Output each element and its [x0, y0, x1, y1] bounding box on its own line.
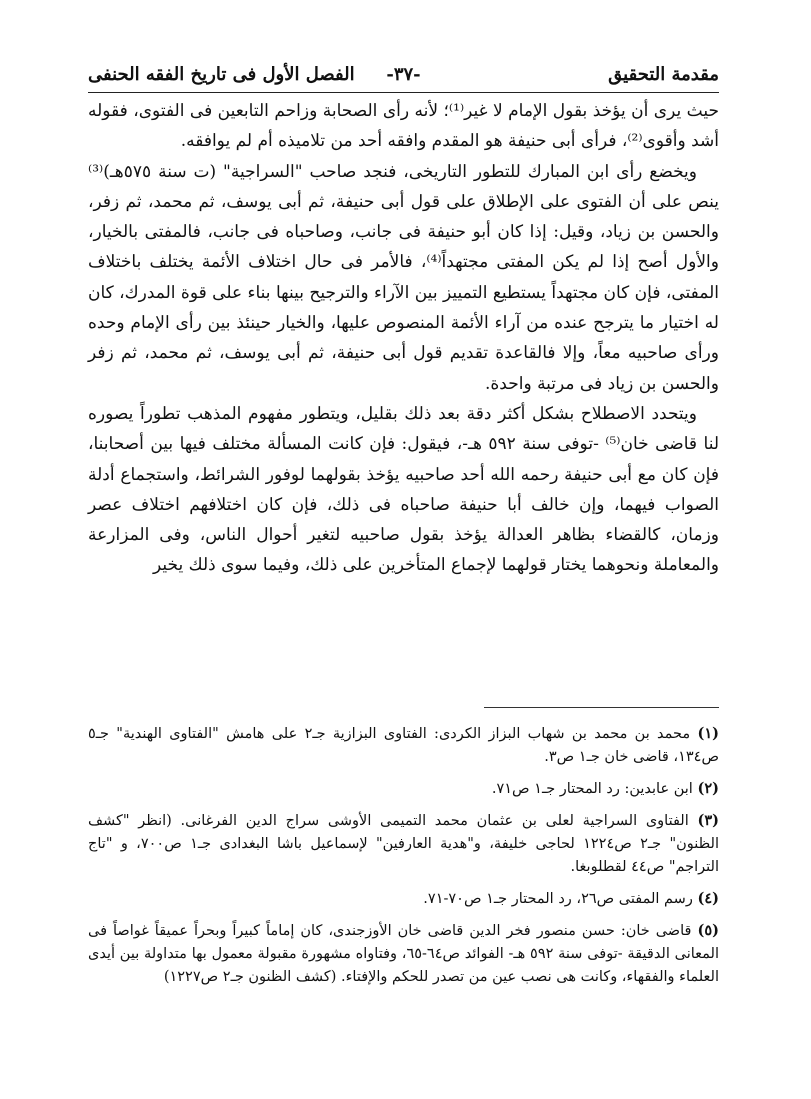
- footnote-text: الفتاوى السراجية لعلى بن عثمان محمد التميمى الأوشى سراج الدين الفرغانى. (انظر "كشف الظنون" جـ٢ ص١٢٢٤ لحاجى خليفة، و"هدية العارفين" لإسماعيل باشا البغدادى جـ١ ص٧٠٠، و "تاج التراجم" ص٤٤ لقطلوبغا.: [88, 813, 719, 875]
- footnote-2: [88, 777, 719, 801]
- footnote-number: (٣): [697, 812, 719, 829]
- footnote-separator: [484, 707, 719, 708]
- footnote-number: (٤): [697, 890, 719, 907]
- footnote-text: ابن عابدين: رد المحتار جـ١ ص٧١.: [491, 781, 693, 797]
- footnote-text: محمد بن محمد بن شهاب البزاز الكردى: الفتاوى البزازية جـ٢ على هامش "الفتاوى الهندية" جـ٥ ص١٣٤، قاضى خان جـ١ ص٣.: [88, 726, 719, 765]
- running-header: [88, 62, 719, 92]
- paragraph-1: حيث يرى أن يؤخذ بقول الإمام لا غير⁽¹⁾؛ لأنه رأى الصحابة وزاحم التابعين فى الفتوى، فقوله أشد وأقوى⁽²⁾، فرأى أبى حنيفة هو المقدم وافقه أحد من تلاميذه أم لم يوافقه.: [88, 101, 719, 152]
- footnote-text: قاضى خان: حسن منصور فخر الدين قاضى خان الأوزجندى، كان إماماً كبيراً وبحراً عميقاً غواصاً فى المعانى الدقيقة -توفى سنة ٥٩٢ هـ- الفوائد ص٦٤-٦٥، وفتاواه مشهورة مقبولة معمول بها متداولة بين أيدى العلماء والفقهاء، وكانت هى نصب عين من تصدر للحكم والإفتاء. (كشف الظنون جـ٢ ص١٢٢٧): [88, 923, 719, 985]
- footnote-3: [88, 809, 719, 879]
- paragraph-3: ويتحدد الاصطلاح بشكل أكثر دقة بعد ذلك بقليل، ويتطور مفهوم المذهب تطوراً يصوره لنا قاضى خان⁽⁵⁾ -توفى سنة ٥٩٢ هـ-، فيقول: فإن كانت المسألة مختلف فيها بين أصحابنا، فإن كان مع أبى حنيفة رحمه الله أحد صاحبيه يؤخذ بقولهما لوفور الشرائط، واستجماع أدلة الصواب فيهما، وإن خالف أبا حنيفة صاحباه فى ذلك، فإن كان اختلافهم اختلاف عصر وزمان، كالقضاء بظاهر العدالة يؤخذ بقول صاحبيه لتغير أحوال الناس، وفى المزارعة والمعاملة ونحوهما يختار قولهما لإجماع المتأخرين على ذلك، وفيما سوى ذلك يخير: [88, 403, 719, 576]
- page-number: -٣٧-: [386, 64, 421, 85]
- header-rule: [88, 92, 719, 93]
- main-text: [88, 96, 719, 581]
- footnote-number: (٥): [697, 922, 719, 939]
- footnote-1: [88, 722, 719, 769]
- footnote-4: [88, 887, 719, 911]
- footnote-number: (١): [697, 725, 720, 742]
- footnote-text: رسم المفتى ص٢٦، رد المحتار جـ١ ص٧٠-٧١.: [423, 891, 693, 907]
- footnote-number: (٢): [697, 780, 719, 797]
- header-chapter-title: الفصل الأول فى تاريخ الفقه الحنفى: [88, 64, 355, 85]
- footnote-5: [88, 919, 719, 989]
- paragraph-2: ويخضع رأى ابن المبارك للتطور التاريخى، فنجد صاحب "السراجية" (ت سنة ٥٧٥هـ)⁽³⁾ ينص على أن الفتوى على الإطلاق على قول أبى حنيفة، ثم أبى يوسف، ثم محمد، ثم زفر، والحسن بن زياد، وقيل: إذا كان أبو حنيفة فى جانب، وصاحباه فى جانب، فالمفتى بالخيار، والأول أصح إذا لم يكن المفتى مجتهداً⁽⁴⁾، فالأمر فى حال اختلاف الأئمة يختلف باختلاف المفتى، فإن كان مجتهداً يستطيع التمييز بين الآراء والترجيح بينها بناء على قوة المدرك، كان له اختيار ما يترجح عنده من آراء الأئمة المنصوص عليها، والخيار حينئذ بين رأى الإمام وحده ورأى صاحبيه معاً، وإلا فالقاعدة تقديم قول أبى حنيفة، ثم أبى يوسف، ثم محمد، ثم زفر والحسن بن زياد فى مرتبة واحدة.: [88, 161, 719, 394]
- footnotes: [88, 722, 719, 997]
- header-book-section: مقدمة التحقيق: [608, 64, 719, 85]
